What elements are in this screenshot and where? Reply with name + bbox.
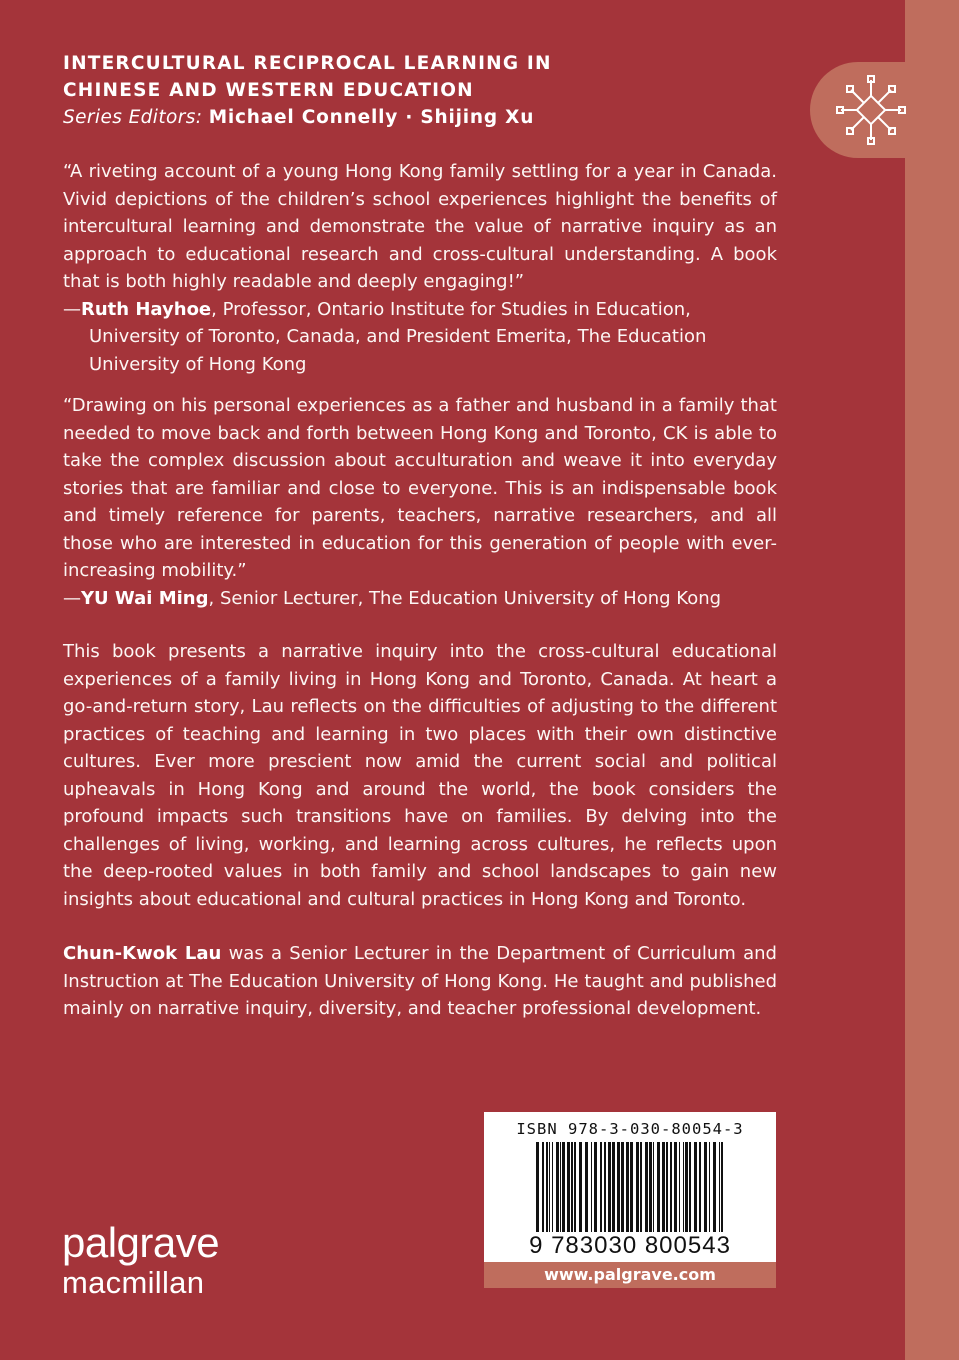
barcode-bar (536, 1142, 539, 1238)
author-bio (63, 940, 777, 1023)
barcode-bar (626, 1142, 629, 1238)
barcode-bar (719, 1142, 720, 1238)
barcode-bar (640, 1142, 642, 1238)
publisher-url: www.palgrave.com (484, 1262, 776, 1288)
endorsement-1 (63, 158, 777, 378)
barcode-bar (630, 1142, 633, 1238)
series-editors-names: Michael Connelly · Shijing Xu (208, 107, 535, 128)
publisher-name-line-1: palgrave (62, 1219, 220, 1266)
barcode-bar (713, 1142, 716, 1238)
barcode-bar (585, 1142, 588, 1238)
barcode-bar (562, 1142, 565, 1238)
author-name: Chun-Kwok Lau (63, 943, 222, 964)
barcode-bar (709, 1142, 710, 1238)
barcode-bar (662, 1142, 665, 1238)
endorsement-attribution (63, 296, 777, 379)
barcode-bar (552, 1142, 553, 1238)
barcode-bar (657, 1142, 660, 1238)
barcode-bar (704, 1142, 707, 1238)
endorser-affiliation: , Senior Lecturer, The Education University of Hong Kong (208, 587, 722, 609)
book-description: This book presents a narrative inquiry into the cross-cultural educational experiences of a family living in Hong Kong and Toronto, Canada. At heart a go-and-return story, Lau reflects on the difficulties of adjusting to the different practices of teaching and learning in two places with their own distinctive cultures. Ever more prescient now amid the current social and political upheavals in Hong Kong and around the world, the book considers the profound impacts such transitions have on families. By delving into the challenges of living, working, and learning across cultures, he reflects upon the deep-rooted values in both family and school landscapes to gain new insights about educational and cultural practices in Hong Kong and Toronto. (63, 641, 777, 910)
attribution-dash: — (63, 298, 81, 320)
endorsement-2 (63, 392, 777, 612)
barcode-bar (683, 1142, 684, 1238)
endorser-affiliation: , Professor, Ontario Institute for Studies in Education, University of Toronto, Canada, and President Emerita, The Education University of Hong Kong (89, 298, 707, 375)
barcode-bar (694, 1142, 697, 1238)
author-bio-text: was a Senior Lecturer in the Department of Curriculum and Instruction at The Education University of Hong Kong. He taught and published mainly on narrative inquiry, diversity, and teacher professional development. (63, 943, 777, 1019)
barcode-bar (666, 1142, 668, 1238)
isbn-barcode (484, 1112, 776, 1262)
barcode-bar (689, 1142, 691, 1238)
barcode-bar (653, 1142, 654, 1238)
endorser-name: Ruth Hayhoe (81, 298, 212, 320)
barcode-bar (636, 1142, 639, 1238)
barcode-bar (612, 1142, 615, 1238)
series-header (63, 50, 803, 131)
barcode-bars (484, 1142, 776, 1238)
barcode-bar (679, 1142, 680, 1238)
publisher-logo (62, 1220, 219, 1300)
series-logo-tab (810, 62, 959, 158)
barcode-bar (608, 1142, 611, 1238)
publisher-name-line-2: macmillan (62, 1265, 205, 1300)
series-editors-label: Series Editors: (63, 107, 203, 128)
isbn-label: ISBN 978-3-030-80054-3 (516, 1120, 744, 1138)
barcode-bar (649, 1142, 652, 1238)
barcode-bar (556, 1142, 559, 1238)
barcode-bar (579, 1142, 582, 1238)
barcode-bar (617, 1142, 620, 1238)
barcode-bar (567, 1142, 570, 1238)
endorser-name: YU Wai Ming (81, 587, 209, 609)
barcode-bar (674, 1142, 677, 1238)
barcode-bar (591, 1142, 592, 1238)
barcode-bar (549, 1142, 550, 1238)
barcode-bar (621, 1142, 624, 1238)
barcode-bar (571, 1142, 573, 1238)
barcode-bar (721, 1142, 723, 1238)
barcode-bar (546, 1142, 548, 1238)
series-title-line-1: INTERCULTURAL RECIPROCAL LEARNING IN (63, 53, 552, 74)
barcode-bar (685, 1142, 688, 1238)
spine-strip (905, 0, 959, 1360)
barcode-bar (560, 1142, 561, 1238)
barcode-bar (594, 1142, 597, 1238)
barcode-bar (600, 1142, 602, 1238)
series-editors (63, 104, 803, 131)
endorsement-attribution (63, 585, 777, 613)
endorsement-quote: “A riveting account of a young Hong Kong family settling for a year in Canada. Vivid depictions of the children’s school experiences highlight the benefits of intercultural learning and demonstrate the value of narrative inquiry as an approach to educational research and cross-cultural understanding. A book that is both highly readable and deeply engaging!” (63, 161, 777, 292)
barcode-bar (645, 1142, 648, 1238)
endorsement-quote: “Drawing on his personal experiences as a father and husband in a family that needed to move back and forth between Hong Kong and Toronto, CK is able to take the complex discussion about acculturation and weave it into everyday stories that are familiar and close to everyone. This is an indispensable book and timely reference for parents, teachers, narrative researchers, and all those who are interested in education for this generation of people with ever-increasing mobility.” (63, 395, 777, 581)
series-title-line-2: CHINESE AND WESTERN EDUCATION (63, 80, 474, 101)
barcode-bar (604, 1142, 606, 1238)
barcode-bar (670, 1142, 672, 1238)
network-icon (831, 70, 911, 150)
attribution-dash: — (63, 587, 81, 609)
barcode-bar (542, 1142, 544, 1238)
barcode-bar (699, 1142, 701, 1238)
barcode-bar (574, 1142, 576, 1238)
barcode-digits: 9 783030 800543 (484, 1232, 776, 1260)
